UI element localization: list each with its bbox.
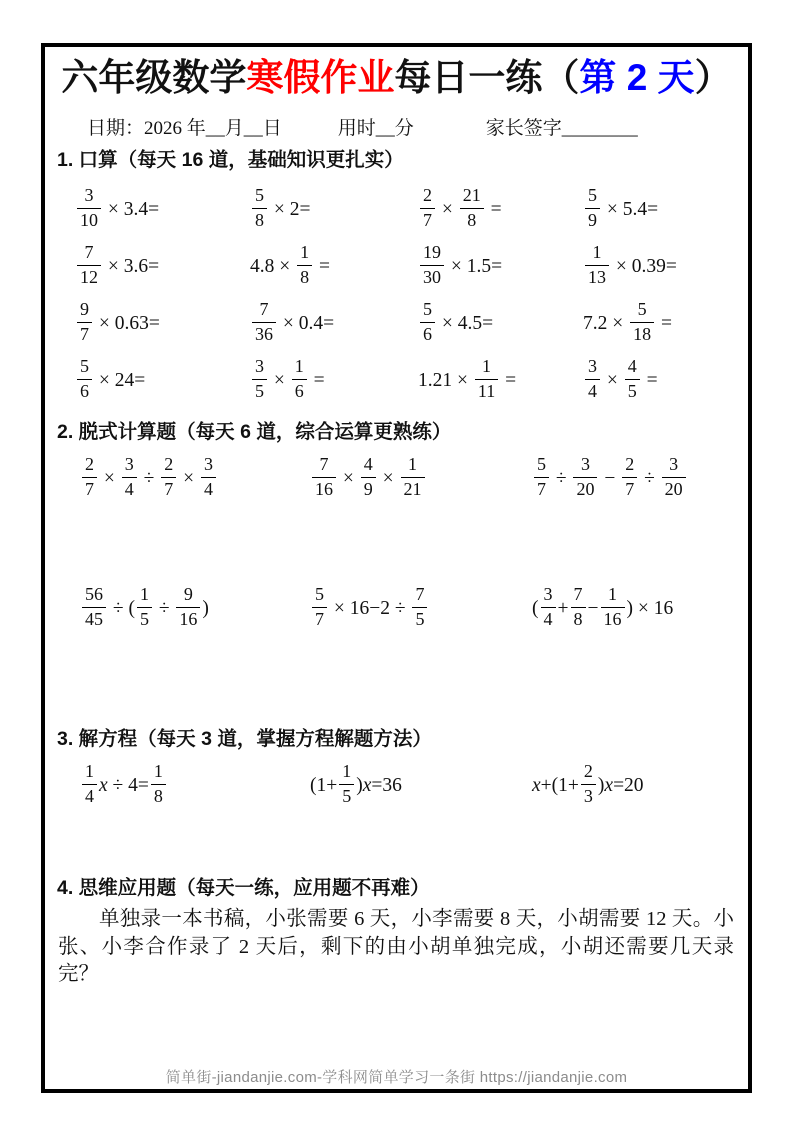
footer-watermark: 简单街-jiandanjie.com-学科网简单学习一条街 https://jiandanjie.com — [165, 1069, 628, 1086]
fraction: $\frac{7}{5}$ — [412, 584, 427, 631]
math-problem — [80, 758, 310, 815]
math-problem — [583, 296, 748, 353]
section-oral-calculation — [45, 148, 748, 409]
equation-problem-grid — [45, 758, 748, 815]
section-solve-equations — [45, 727, 748, 815]
fraction: $\frac{7}{8}$ — [571, 584, 586, 631]
math-expression: $\frac{5}{9}$ × 5.4= — [583, 187, 658, 234]
fraction: $\frac{4}{5}$ — [625, 356, 640, 403]
math-problem — [310, 758, 532, 815]
math-expression: $\frac{2}{7}$ × $\frac{3}{4}$ ÷ $\frac{2}{7}$ × $\frac{3}{4}$ — [80, 456, 218, 503]
fraction: $\frac{3}{5}$ — [252, 356, 267, 403]
fraction: $\frac{1}{11}$ — [475, 356, 498, 403]
math-expression: $\frac{5}{7}$ × 16−2 ÷ $\frac{7}{5}$ — [310, 586, 429, 633]
math-problem — [75, 182, 250, 239]
math-expression: $\frac{9}{7}$ × 0.63= — [75, 301, 160, 348]
section-1-heading: 1. 口算（每天 16 道，基础知识更扎实） — [57, 149, 404, 172]
section-3-heading: 3. 解方程（每天 3 道，掌握方程解题方法） — [57, 728, 432, 751]
math-problem — [418, 182, 583, 239]
math-problem — [583, 353, 748, 410]
fraction: $\frac{19}{30}$ — [420, 242, 444, 289]
fraction: $\frac{5}{18}$ — [630, 299, 654, 346]
math-problem — [250, 296, 418, 353]
math-problem — [250, 353, 418, 410]
fraction: $\frac{3}{20}$ — [662, 454, 686, 501]
fraction: $\frac{1}{8}$ — [297, 242, 312, 289]
fraction: $\frac{5}{8}$ — [252, 185, 267, 232]
fraction: $\frac{5}{9}$ — [585, 185, 600, 232]
math-problem — [250, 182, 418, 239]
section-2-heading: 2. 脱式计算题（每天 6 道，综合运算更熟练） — [57, 420, 452, 443]
fraction: $\frac{5}{7}$ — [312, 584, 327, 631]
fraction: $\frac{2}{3}$ — [581, 761, 596, 808]
fraction: $\frac{9}{7}$ — [77, 299, 92, 346]
math-expression: $\frac{19}{30}$ × 1.5= — [418, 244, 502, 291]
title-middle: 每日一练 — [394, 57, 543, 98]
title-day-number: 第 2 天 — [579, 57, 695, 98]
worksheet-page — [41, 43, 752, 1093]
fraction: $\frac{5}{7}$ — [534, 454, 549, 501]
fraction: $\frac{7}{12}$ — [77, 242, 101, 289]
fraction: $\frac{9}{16}$ — [176, 584, 200, 631]
math-expression: $\frac{56}{45}$ ÷ ( $\frac{1}{5}$ ÷ $\frac{9}{16}$ ) — [80, 586, 209, 633]
math-expression: 4.8 × $\frac{1}{8}$ = — [250, 241, 330, 287]
fraction: $\frac{7}{36}$ — [252, 299, 276, 346]
fraction: $\frac{5}{6}$ — [420, 299, 435, 346]
fraction: $\frac{7}{16}$ — [312, 454, 336, 501]
fraction: $\frac{3}{4}$ — [122, 454, 137, 501]
title-prefix: 六年级数学 — [61, 57, 247, 98]
math-problem — [418, 239, 583, 296]
parent-signature-blank-field: 家长签字________ — [485, 118, 638, 140]
title-highlight: 寒假作业 — [246, 57, 395, 98]
fraction: $\frac{2}{7}$ — [82, 454, 97, 501]
page-title — [45, 54, 748, 101]
math-expression: $\frac{5}{6}$ × 4.5= — [418, 301, 493, 348]
oral-calc-problem-grid — [45, 182, 748, 410]
fraction: $\frac{5}{6}$ — [77, 356, 92, 403]
fraction: $\frac{3}{4}$ — [201, 454, 216, 501]
math-expression: (1+ $\frac{1}{5}$ )x=36 — [310, 761, 402, 807]
fraction: $\frac{2}{7}$ — [420, 185, 435, 232]
fraction: $\frac{3}{10}$ — [77, 185, 101, 232]
math-expression: x+(1+ $\frac{2}{3}$ )x=20 — [532, 761, 644, 807]
math-expression: $\frac{5}{8}$ × 2= — [250, 187, 311, 234]
math-expression: ( $\frac{3}{4}$ + $\frac{7}{8}$ − $\frac{1}{16}$ ) × 16 — [532, 584, 674, 630]
math-expression: $\frac{3}{10}$ × 3.4= — [75, 187, 159, 234]
fraction: $\frac{2}{7}$ — [622, 454, 637, 501]
math-problem — [75, 353, 250, 410]
math-problem — [310, 451, 532, 508]
fraction: $\frac{1}{5}$ — [137, 584, 152, 631]
math-problem — [418, 296, 583, 353]
fraction: $\frac{4}{9}$ — [361, 454, 376, 501]
math-expression: 1.21 × $\frac{1}{11}$ = — [418, 355, 517, 401]
fraction: $\frac{1}{8}$ — [151, 761, 166, 808]
math-problem — [75, 296, 250, 353]
fraction: $\frac{1}{5}$ — [339, 761, 354, 808]
math-problem — [532, 758, 748, 815]
step-calc-problem-grid — [45, 451, 748, 638]
math-problem — [75, 239, 250, 296]
math-problem — [583, 239, 748, 296]
fraction: $\frac{56}{45}$ — [82, 584, 106, 631]
title-paren-open: （ — [542, 57, 580, 98]
fraction: $\frac{1}{21}$ — [401, 454, 425, 501]
fraction: $\frac{1}{13}$ — [585, 242, 609, 289]
math-expression: $\frac{3}{4}$ × $\frac{4}{5}$ = — [583, 358, 658, 405]
fraction: $\frac{2}{7}$ — [161, 454, 176, 501]
math-problem — [418, 353, 583, 410]
fraction: $\frac{3}{20}$ — [573, 454, 597, 501]
math-problem — [250, 239, 418, 296]
math-expression: $\frac{1}{13}$ × 0.39= — [583, 244, 677, 291]
date-blank-field: 日期：2026 年__月__日 — [87, 118, 282, 140]
fraction: $\frac{3}{4}$ — [585, 356, 600, 403]
math-problem — [583, 182, 748, 239]
math-expression: $\frac{5}{6}$ × 24= — [75, 358, 145, 405]
math-expression: $\frac{7}{36}$ × 0.4= — [250, 301, 334, 348]
math-expression: $\frac{1}{4}$ x ÷ 4= $\frac{1}{8}$ — [80, 763, 168, 810]
fraction: $\frac{3}{4}$ — [541, 584, 556, 631]
math-expression: $\frac{7}{12}$ × 3.6= — [75, 244, 159, 291]
fraction: $\frac{1}{6}$ — [292, 356, 307, 403]
math-expression: $\frac{7}{16}$ × $\frac{4}{9}$ × $\frac{1}{21}$ — [310, 456, 427, 503]
math-problem — [532, 451, 748, 508]
math-expression: $\frac{2}{7}$ × $\frac{21}{8}$ = — [418, 187, 502, 234]
math-problem — [80, 451, 310, 508]
math-problem — [532, 581, 748, 638]
section-4-heading: 4. 思维应用题（每天一练，应用题不再难） — [57, 877, 430, 900]
word-problem-text: 单独录一本书稿，小张需要 6 天，小李需要 8 天，小胡需要 12 天。小张、小李合作录了 2 天后，剩下的由小胡单独完成，小胡还需要几天录完？ — [58, 907, 734, 986]
header-meta-line — [45, 113, 748, 140]
math-problem — [310, 581, 532, 638]
section-step-calculation — [45, 420, 748, 638]
math-expression: 7.2 × $\frac{5}{18}$ = — [583, 298, 672, 344]
time-blank-field: 用时__分 — [337, 118, 414, 140]
math-expression: $\frac{3}{5}$ × $\frac{1}{6}$ = — [250, 358, 325, 405]
fraction: $\frac{1}{16}$ — [601, 584, 625, 631]
fraction: $\frac{1}{4}$ — [82, 761, 97, 808]
section-word-problem — [45, 876, 748, 989]
fraction: $\frac{21}{8}$ — [460, 185, 484, 232]
math-expression: $\frac{5}{7}$ ÷ $\frac{3}{20}$ − $\frac{2}{7}$ ÷ $\frac{3}{20}$ — [532, 456, 688, 503]
math-problem — [80, 581, 310, 638]
title-paren-close: ） — [694, 57, 732, 98]
